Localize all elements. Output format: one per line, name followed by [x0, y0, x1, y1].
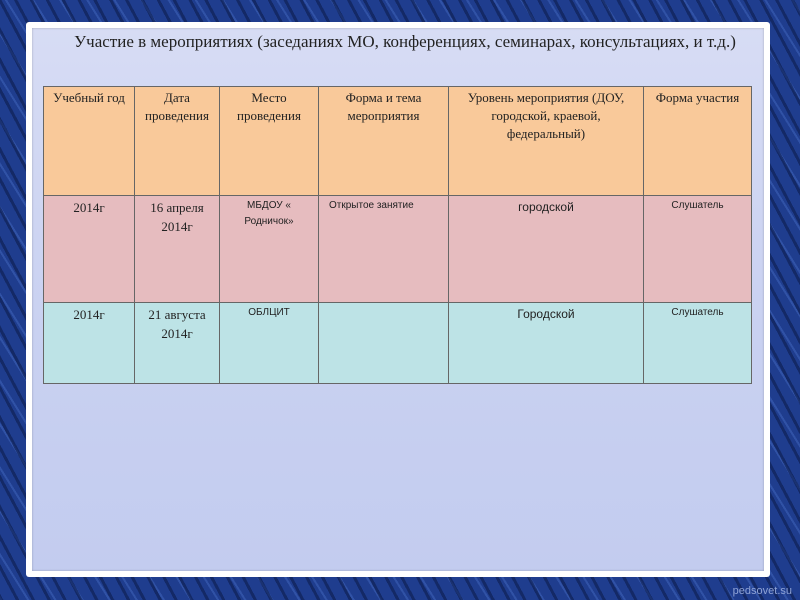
- cell-date: 21 августа 2014г: [135, 303, 220, 384]
- cell-year: 2014г: [44, 196, 135, 303]
- header-level: Уровень мероприятия (ДОУ, городской, краевой, федеральный): [449, 87, 644, 196]
- cell-participation: Слушатель: [644, 303, 752, 384]
- cell-year: 2014г: [44, 303, 135, 384]
- header-date: Дата проведения: [135, 87, 220, 196]
- header-place: Место проведения: [220, 87, 319, 196]
- header-year: Учебный год: [44, 87, 135, 196]
- cell-place: МБДОУ « Родничок»: [220, 196, 319, 303]
- watermark: pedsovet.su: [732, 585, 792, 597]
- slide-title: Участие в мероприятиях (заседаниях МО, конференциях, семинарах, консультациях, и т.д.): [74, 32, 736, 51]
- cell-date: 16 апреля 2014г: [135, 196, 220, 303]
- table-row: [44, 196, 752, 303]
- table-row: [44, 303, 752, 384]
- cell-participation: Слушатель: [644, 196, 752, 303]
- cell-form: [319, 303, 449, 384]
- cell-place: ОБЛЦИТ: [220, 303, 319, 384]
- cell-form: Открытое занятие: [319, 196, 449, 303]
- table-header-row: [44, 87, 752, 196]
- events-table: [43, 86, 752, 384]
- cell-level: городской: [449, 196, 644, 303]
- header-participation: Форма участия: [644, 87, 752, 196]
- cell-level: Городской: [449, 303, 644, 384]
- header-form: Форма и тема мероприятия: [319, 87, 449, 196]
